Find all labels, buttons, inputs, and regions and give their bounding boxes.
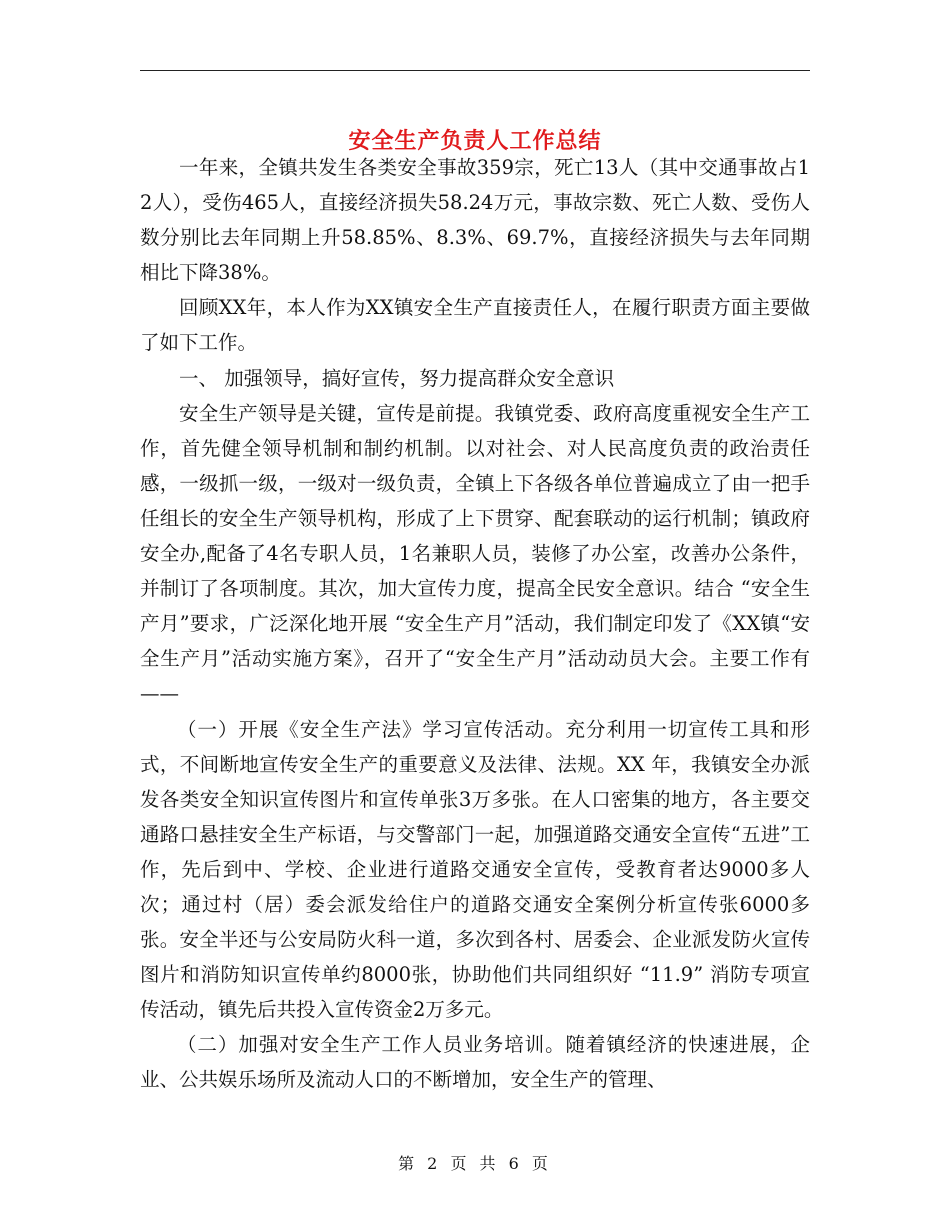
header-rule: [140, 70, 810, 71]
paragraph-item-1: （一）开展《安全生产法》学习宣传活动。充分利用一切宣传工具和形式，不间断地宣传安全生产的重要意义及法律、法规。XX 年，我镇安全办派发各类安全知识宣传图片和宣传单张3万多张。在人口密集的地方，各主要交通路口悬挂安全生产标语，与交警部门一起，加强道路交通安全宣传“五进”工作，先后到中、学校、企业进行道路交通安全宣传，受教育者达9000多人次；通过村（居）委会派发给住户的道路交通安全案例分析宣传张6000多张。安全半还与公安局防火科一道，多次到各村、居委会、企业派发防火宣传图片和消防知识宣传单约8000张，协助他们共同组织好 “11.9” 消防专项宣传活动，镇先后共投入宣传资金2万多元。: [140, 717, 810, 1022]
paragraph-leadership: 安全生产领导是关键，宣传是前提。我镇党委、政府高度重视安全生产工作，首先健全领导机制和制约机制。以对社会、对人民高度负责的政治责任感，一级抓一级，一级对一级负责，全镇上下各级各单位普遍成立了由一把手任组长的安全生产领导机构，形成了上下贯穿、配套联动的运行机制；镇政府安全办,配备了4名专职人员，1名兼职人员，装修了办公室，改善办公条件，并制订了各项制度。其次，加大宣传力度，提高全民安全意识。结合 “安全生产月”要求，广泛深化地开展 “安全生产月”活动，我们制定印发了《XX镇“安全生产月”活动实施方案》，召开了“安全生产月”活动动员大会。主要工作有——: [140, 401, 810, 706]
document-title: 安全生产负责人工作总结: [348, 127, 602, 154]
page-number: 第 2 页 共 6 页: [398, 1154, 552, 1173]
section-heading-1: 一、 加强领导，搞好宣传，努力提高群众安全意识: [179, 366, 615, 390]
paragraph-review-intro: 回顾XX年，本人作为XX镇安全生产直接责任人，在履行职责方面主要做了如下工作。: [140, 296, 810, 355]
paragraph-accident-summary: 一年来，全镇共发生各类安全事故359宗，死亡13人（其中交通事故占12人），受伤465人，直接经济损失58.24万元，事故宗数、死亡人数、受伤人数分别比去年同期上升58.85%、8.3%、69.7%，直接经济损失与去年同期相比下降38%。: [140, 156, 810, 285]
paragraph-item-2: （二）加强对安全生产工作人员业务培训。随着镇经济的快速进展，企业、公共娱乐场所及流动人口的不断增加，安全生产的管理、: [140, 1033, 810, 1092]
document-body: [140, 150, 810, 1098]
